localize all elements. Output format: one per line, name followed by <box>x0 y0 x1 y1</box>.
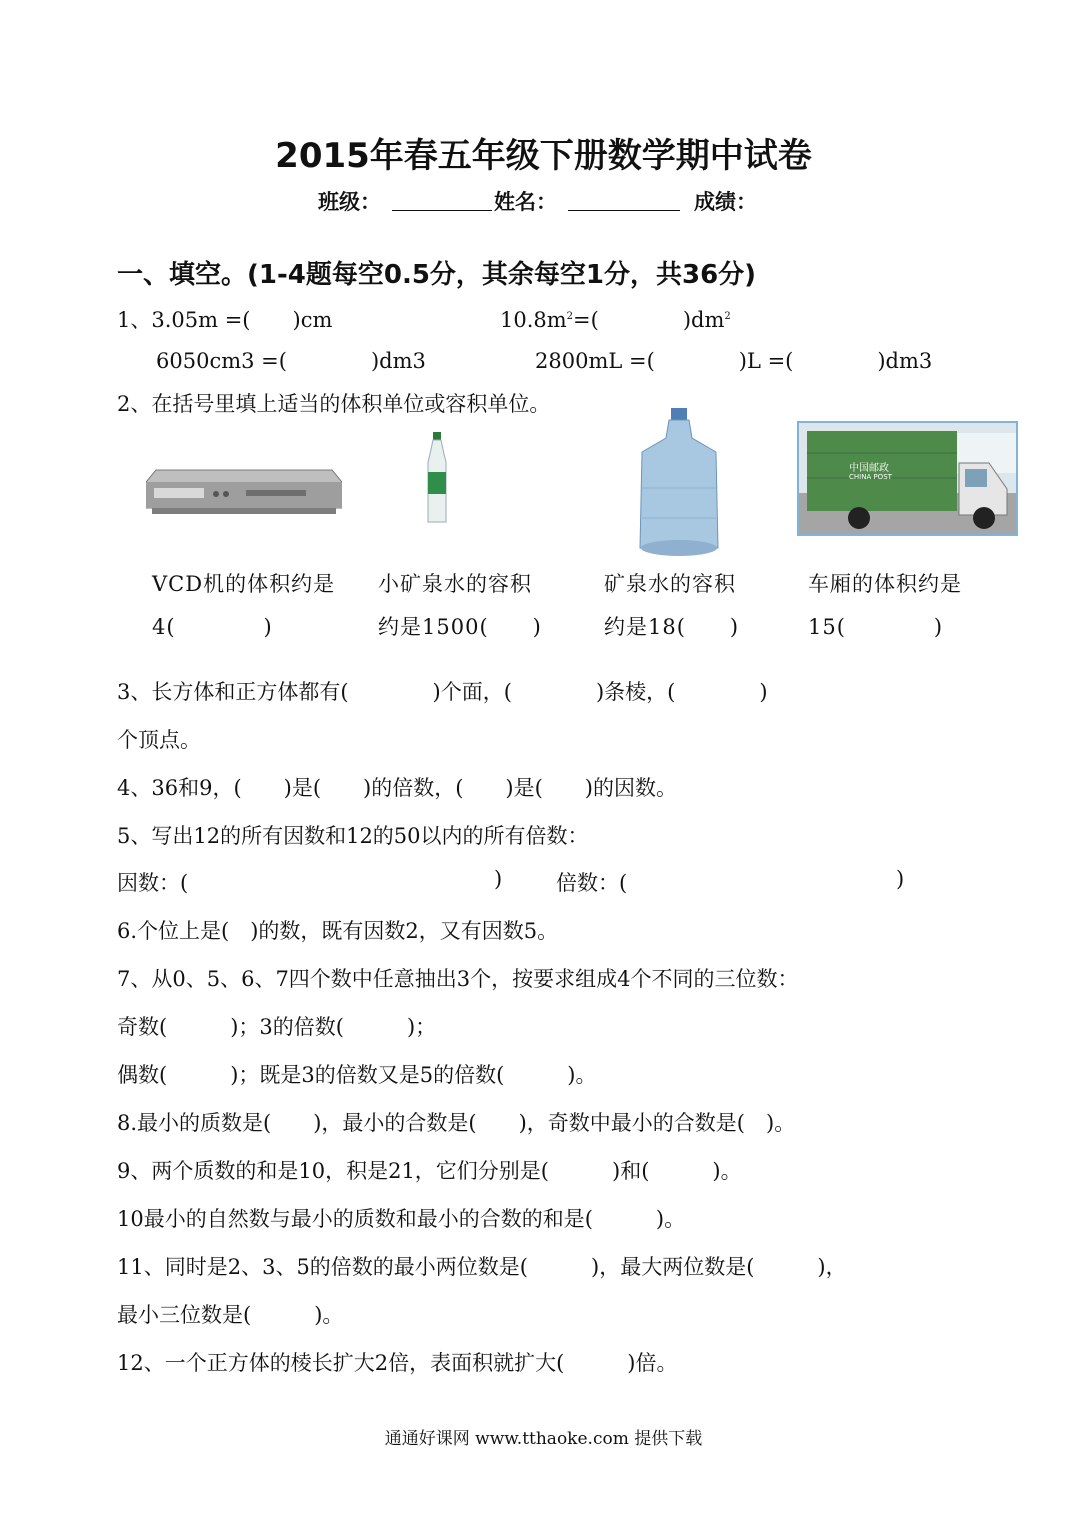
truck-logo-text: 中国邮政 <box>849 463 889 474</box>
q12-text: 12、一个正方体的棱长扩大2倍，表面积就扩大( )倍。 <box>117 1351 678 1375</box>
q1-b-rest: =( )dm <box>573 308 725 332</box>
q2-item-1-line2: 4( ) <box>152 615 273 639</box>
q2-item-2-line1: 小矿泉水的容积 <box>378 572 532 596</box>
q5-factors-close: ) <box>494 867 503 891</box>
name-label: 姓名： <box>494 190 557 214</box>
q11-line1: 11、同时是2、3、5的倍数的最小两位数是( )，最大两位数是( )， <box>117 1255 847 1279</box>
q1-part-c: 6050cm3 =( )dm3 <box>156 349 426 373</box>
vcd-player-image <box>146 468 342 520</box>
q5-factors-label: 因数：( <box>117 871 189 895</box>
q2-item-1-line1: VCD机的体积约是 <box>152 572 336 596</box>
q6-text: 6.个位上是( )的数，既有因数2，又有因数5。 <box>117 919 559 943</box>
q9-text: 9、两个质数的和是10，积是21，它们分别是( )和( )。 <box>117 1159 742 1183</box>
q8-text: 8.最小的质数是( )，最小的合数是( )，奇数中最小的合数是( )。 <box>117 1111 796 1135</box>
footer-credit: 通通好课网 www.tthaoke.com 提供下载 <box>384 1429 703 1449</box>
q5-multiples-close: ) <box>896 867 905 891</box>
q11-line2: 最小三位数是( )。 <box>117 1303 344 1327</box>
q2-item-2-line2: 约是1500( ) <box>378 615 542 639</box>
small-bottle-image <box>422 432 452 526</box>
q2-item-3-line1: 矿泉水的容积 <box>604 572 736 596</box>
q1-part-a: 1、3.05m =( )cm <box>117 308 333 332</box>
section-heading: 一、填空。(1-4题每空0.5分，其余每空1分，共36分) <box>117 260 757 290</box>
q7-line1: 7、从0、5、6、7四个数中任意抽出3个，按要求组成4个不同的三位数： <box>117 967 799 991</box>
q3-line1: 3、长方体和正方体都有( )个面，( )条棱，( ) <box>117 680 768 704</box>
q1-part-d: 2800mL =( )L =( )dm3 <box>535 349 933 373</box>
q1-b-value: 10.8m <box>500 308 567 332</box>
score-label: 成绩： <box>694 190 757 214</box>
class-label: 班级： <box>318 190 381 214</box>
class-field-line[interactable] <box>392 188 492 211</box>
q7-line3: 偶数( )；既是3的倍数又是5的倍数( )。 <box>117 1063 597 1087</box>
page-title: 2015年春五年级下册数学期中试卷 <box>275 136 812 176</box>
q2-item-4-line1: 车厢的体积约是 <box>808 572 962 596</box>
q5-multiples-label: 倍数：( <box>556 871 628 895</box>
water-jug-image <box>636 408 722 560</box>
q10-text: 10最小的自然数与最小的质数和最小的合数的和是( )。 <box>117 1207 686 1231</box>
truck-logo-subtext: CHINA POST <box>849 473 892 481</box>
q2-item-3-line2: 约是18( ) <box>604 615 740 639</box>
q1-b-sup2: 2 <box>724 311 731 322</box>
q4-text: 4、36和9，( )是( )的倍数，( )是( )的因数。 <box>117 776 677 800</box>
q3-line2: 个顶点。 <box>117 728 201 752</box>
q5-line1: 5、写出12的所有因数和12的50以内的所有倍数： <box>117 824 589 848</box>
q1-part-b <box>500 304 731 334</box>
q7-line2: 奇数( )；3的倍数( )； <box>117 1015 437 1039</box>
mail-truck-image <box>797 421 1018 536</box>
q2-text: 2、在括号里填上适当的体积单位或容积单位。 <box>117 392 551 416</box>
q2-item-4-line2: 15( ) <box>808 615 944 639</box>
q1-b-sup: 2 <box>566 311 574 322</box>
name-field-line[interactable] <box>568 188 680 211</box>
